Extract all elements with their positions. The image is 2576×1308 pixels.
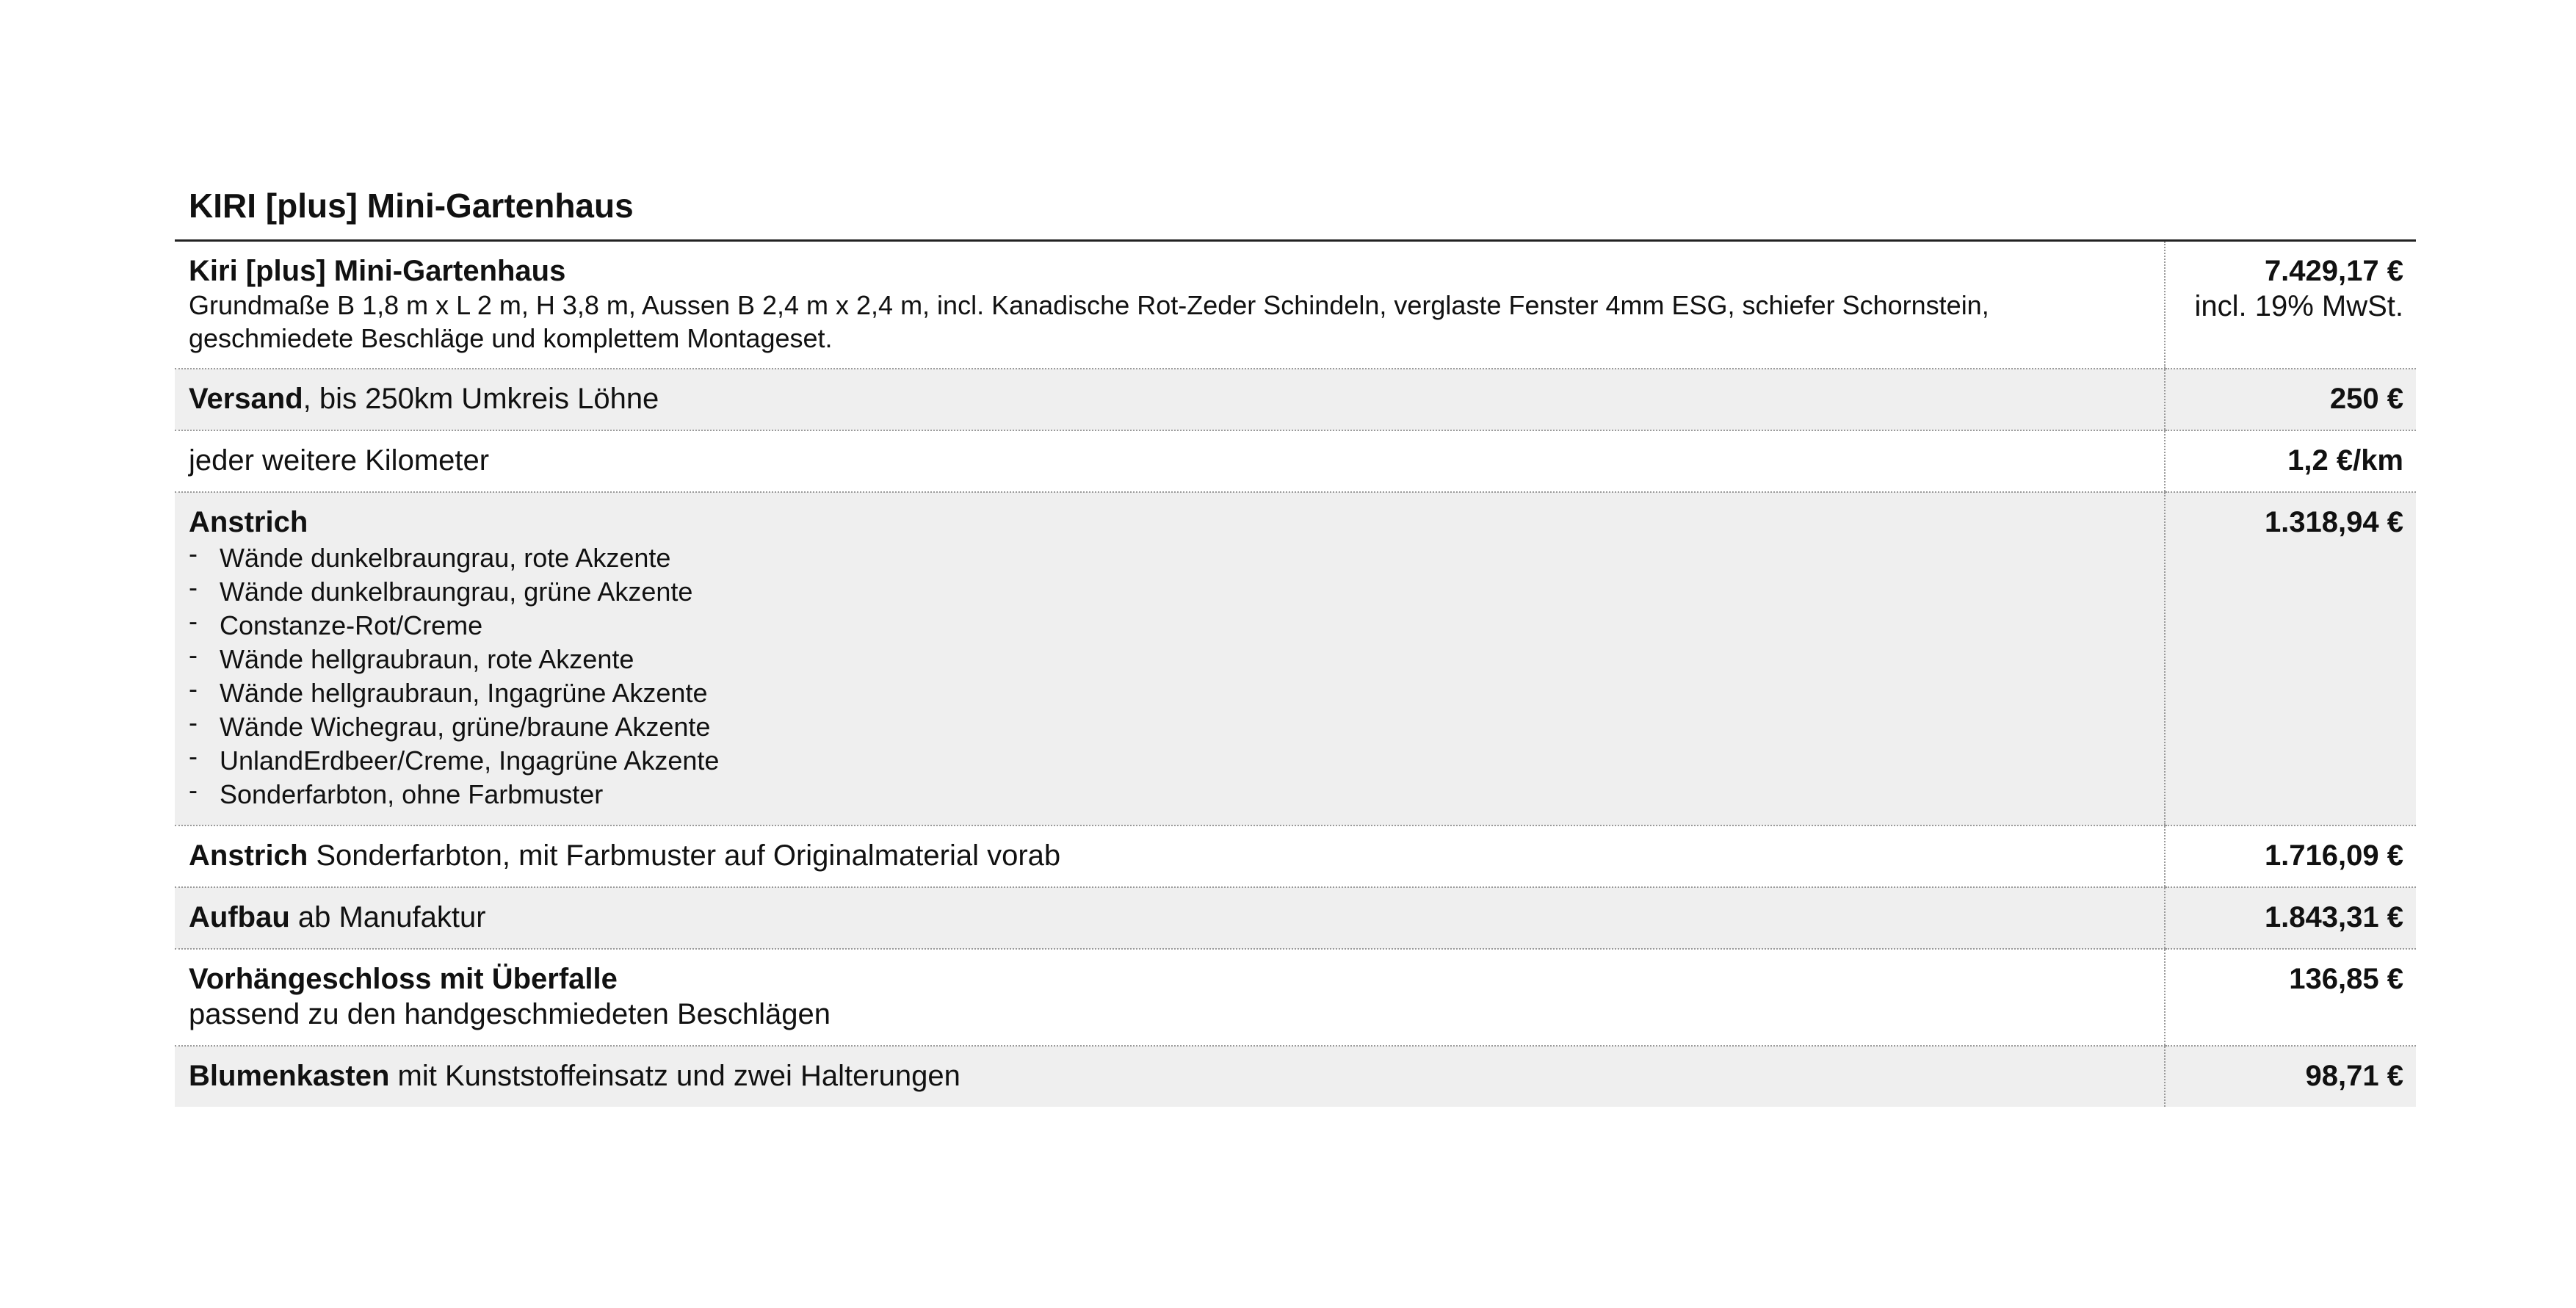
paint-option-label: Sonderfarbton, ohne Farbmuster: [220, 779, 604, 809]
row-price-cell: [2165, 369, 2416, 430]
row-price: 136,85 €: [2289, 963, 2403, 995]
row-description: [175, 949, 2165, 1046]
row-price-cell: [2165, 242, 2416, 369]
row-price: 1.843,31 €: [2264, 901, 2403, 933]
list-item: [189, 640, 2150, 676]
row-title: Blumenkasten: [189, 1060, 390, 1092]
row-price-cell: [2165, 949, 2416, 1046]
row-text: passend zu den handgeschmiedeten Beschlägen: [189, 998, 831, 1030]
table-row-shipping: [175, 369, 2416, 430]
row-description: [175, 369, 2165, 430]
row-price: 1.716,09 €: [2264, 839, 2403, 872]
table-row-padlock: [175, 949, 2416, 1046]
list-item: [189, 538, 2150, 575]
row-description: [175, 887, 2165, 949]
paint-option-label: Wände dunkelbraungrau, grüne Akzente: [220, 577, 693, 607]
table-row-house: [175, 242, 2416, 369]
row-detail-text: Grundmaße B 1,8 m x L 2 m, H 3,8 m, Aussen B 2,4 m x 2,4 m, incl. Kanadische Rot-Zeder Schindeln, verglaste Fenster 4mm ESG, schiefer Schornstein, geschmiedete Beschläge und komplettem Montageset.: [189, 290, 1989, 353]
list-item: [189, 775, 2150, 812]
dash-icon: -: [189, 673, 198, 704]
row-text: jeder weitere Kilometer: [189, 444, 490, 477]
row-description: [175, 430, 2165, 492]
list-item: [189, 606, 2150, 643]
list-item: [189, 673, 2150, 710]
paint-option-label: Wände hellgraubraun, rote Akzente: [220, 644, 634, 674]
row-text: Sonderfarbton, mit Farbmuster auf Originalmaterial vorab: [308, 839, 1061, 872]
row-price: 98,71 €: [2305, 1060, 2403, 1092]
row-price-cell: [2165, 430, 2416, 492]
dash-icon: -: [189, 606, 198, 636]
row-description: [175, 825, 2165, 887]
dash-icon: -: [189, 707, 198, 737]
row-price-cell: [2165, 825, 2416, 887]
row-text: mit Kunststoffeinsatz und zwei Halterungen: [389, 1060, 960, 1092]
row-price: 250 €: [2329, 383, 2403, 415]
table-row-extra-km: [175, 430, 2416, 492]
list-item: [189, 572, 2150, 609]
row-price-cell: [2165, 887, 2416, 949]
row-title: Aufbau: [189, 901, 290, 933]
row-title: Anstrich: [189, 839, 308, 872]
row-text: , bis 250km Umkreis Löhne: [303, 383, 659, 415]
paint-option-label: Wände dunkelbraungrau, rote Akzente: [220, 543, 671, 573]
table-row-flower-box: [175, 1046, 2416, 1107]
table-row-custom-paint: [175, 825, 2416, 887]
paint-option-label: Wände hellgraubraun, Ingagrüne Akzente: [220, 678, 708, 708]
row-title: Kiri [plus] Mini-Gartenhaus: [189, 255, 566, 287]
list-item: [189, 741, 2150, 778]
price-sheet: [175, 184, 2416, 1107]
row-title: Vorhängeschloss mit Überfalle: [189, 963, 618, 995]
row-price-cell: [2165, 492, 2416, 825]
dash-icon: -: [189, 538, 198, 568]
row-price: 1,2 €/km: [2287, 444, 2403, 477]
paint-option-label: Wände Wichegrau, grüne/braune Akzente: [220, 712, 711, 742]
paint-option-label: Constanze-Rot/Creme: [220, 610, 483, 640]
document-title: KIRI [plus] Mini-Gartenhaus: [175, 184, 2416, 242]
row-description: [175, 242, 2165, 369]
dash-icon: -: [189, 640, 198, 670]
row-description: [175, 1046, 2165, 1107]
paint-option-label: UnlandErdbeer/Creme, Ingagrüne Akzente: [220, 745, 720, 776]
row-price: 1.318,94 €: [2264, 506, 2403, 538]
row-description: [175, 492, 2165, 825]
paint-option-list: [189, 538, 2150, 812]
dash-icon: -: [189, 741, 198, 771]
price-tax-note: incl. 19% MwSt.: [2194, 290, 2403, 322]
row-price-cell: [2165, 1046, 2416, 1107]
row-title: Versand: [189, 383, 303, 415]
row-price: 7.429,17 €: [2264, 255, 2403, 287]
dash-icon: -: [189, 572, 198, 602]
row-title: Anstrich: [189, 506, 308, 538]
table-row-paint-options: [175, 492, 2416, 825]
price-table: [175, 242, 2416, 1107]
dash-icon: -: [189, 775, 198, 805]
list-item: [189, 707, 2150, 744]
table-row-assembly: [175, 887, 2416, 949]
row-text: ab Manufaktur: [289, 901, 486, 933]
